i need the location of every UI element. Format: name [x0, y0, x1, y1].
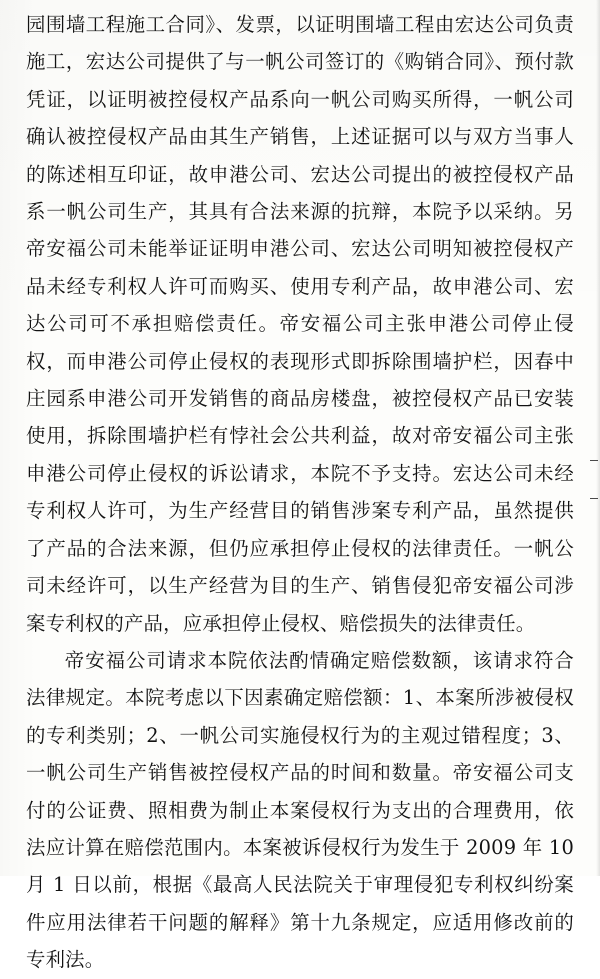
- paragraph: 园围墙工程施工合同》、发票，以证明围墙工程由宏达公司负责施工，宏达公司提供了与一帆公司签订的《购销合同》、预付款凭证，以证明被控侵权产品系向一帆公司购买所得，一帆公司确认被控侵权产品由其生产销售，上述证据可以与双方当事人的陈述相互印证，故申港公司、宏达公司提出的被控侵权产品系一帆公司生产，其具有合法来源的抗辩，本院予以采纳。另帝安福公司未能举证证明申港公司、宏达公司明知被控侵权产品未经专利权人许可而购买、使用专利产品，故申港公司、宏达公司可不承担赔偿责任。帝安福公司主张申港公司停止侵权，而申港公司停止侵权的表现形式即拆除围墙护栏，因春中庄园系申港公司开发销售的商品房楼盘，被控侵权产品已安装使用，拆除围墙护栏有悖社会公共利益，故对帝安福公司主张申港公司停止侵权的诉讼请求，本院不予支持。宏达公司未经专利权人许可，为生产经营目的销售涉案专利产品，虽然提供了产品的合法来源，但仍应承担停止侵权的法律责任。一帆公司未经许可，以生产经营为目的生产、销售侵犯帝安福公司涉案专利权的产品，应承担停止侵权、赔偿损失的法律责任。: [26, 13, 574, 635]
- scan-artifact-mark: [590, 460, 598, 461]
- paragraph: 帝安福公司请求本院依法酌情确定赔偿数额，该请求符合法律规定。本院考虑以下因素确定赔偿额：1、本案所涉被侵权的专利类别；2、一帆公司实施侵权行为的主观过错程度；3、一帆公司生产销售被控侵权产品的时间和数量。帝安福公司支付的公证费、照相费为制止本案侵权行为支出的合理费用，依法应计算在赔偿范围内。本案被诉侵权行为发生于 2009 年 10 月 1 日以前，根据《最高人民法院关于审理侵犯专利权纠纷案件应用法律若干问题的解释》第十九条规定，应适用修改前的专利法。: [26, 648, 574, 972]
- scan-artifact-mark: [590, 498, 598, 499]
- page-edge-shadow: [596, 0, 600, 876]
- document-text-body: [26, 6, 574, 979]
